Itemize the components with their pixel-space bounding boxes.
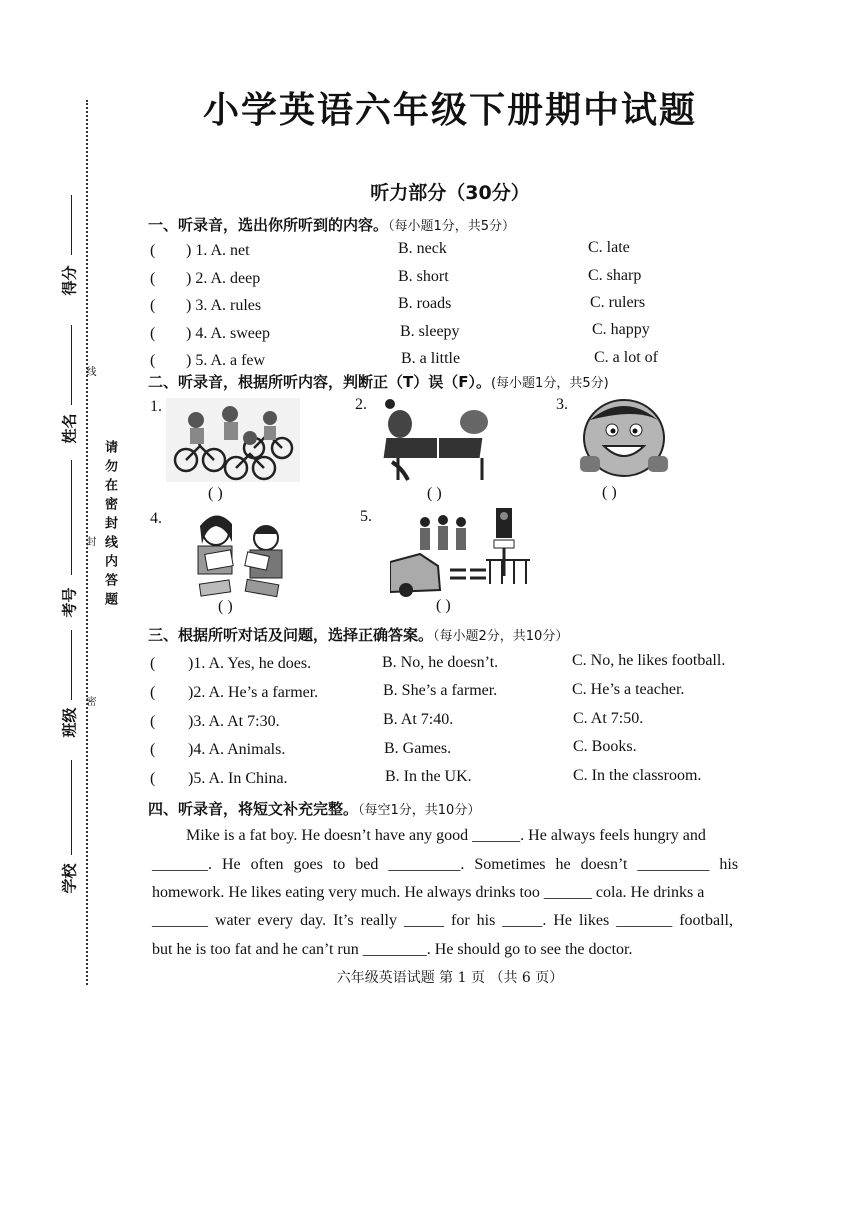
s3-paren-1[interactable]: ( <box>150 655 156 672</box>
section4-heading <box>148 798 480 819</box>
s3-option-c-4: C. Books. <box>573 738 637 755</box>
s3-option-a-2: )2. A. He’s a farmer. <box>188 684 319 701</box>
s3-option-b-1: B. No, he doesn’t. <box>382 654 499 671</box>
s2-blank-5[interactable]: ( ) <box>436 597 451 614</box>
class-label: 班级 <box>60 707 79 738</box>
s3-option-b-5: B. In the UK. <box>385 768 472 785</box>
s2-blank-3[interactable]: ( ) <box>602 484 617 501</box>
s2-num-2: 2. <box>355 396 367 413</box>
reading-kids-icon <box>180 508 292 598</box>
exam-no-label: 考号 <box>60 587 79 618</box>
section1-heading <box>148 214 515 235</box>
s1-option-b-1: B. neck <box>398 240 447 257</box>
name-label: 姓名 <box>60 413 79 444</box>
s1-paren-1[interactable]: ( <box>150 242 156 259</box>
s2-num-5: 5. <box>360 508 372 525</box>
s3-option-a-1: )1. A. Yes, he does. <box>188 655 312 672</box>
s3-option-a-3: )3. A. At 7:30. <box>188 713 280 730</box>
s2-blank-1[interactable]: ( ) <box>208 485 223 502</box>
s1-paren-2[interactable]: ( <box>150 270 156 287</box>
cloze-line-3[interactable]: homework. He likes eating very much. He always drinks too ______ cola. He drinks a <box>152 884 705 901</box>
s2-blank-4[interactable]: ( ) <box>218 598 233 615</box>
listening-header: 听力部分（30分） <box>370 182 530 204</box>
school-blank[interactable] <box>71 760 72 855</box>
section3-heading <box>148 624 568 645</box>
s3-option-c-1: C. No, he likes football. <box>572 652 726 669</box>
s1-option-b-3: B. roads <box>398 295 452 312</box>
page-footer: 六年级英语试题 第 1 页 （共 6 页） <box>336 970 564 986</box>
s2-num-3: 3. <box>556 396 568 413</box>
name-blank[interactable] <box>71 325 72 405</box>
section3-title: 三、根据所听对话及问题，选择正确答案。 <box>148 626 434 644</box>
section2-heading <box>148 371 609 392</box>
s3-option-a-5: )5. A. In China. <box>188 770 288 787</box>
cloze-line-5[interactable]: but he is too fat and he can’t run ________. He should go to see the doctor. <box>152 941 633 958</box>
s3-option-c-3: C. At 7:50. <box>573 710 644 727</box>
s1-option-a-2: ) 2. A. deep <box>186 270 261 287</box>
section2-title: 二、听录音，根据所听内容，判断正（T）误（F）。 <box>148 373 491 391</box>
cloze-line-1[interactable]: Mike is a fat boy. He doesn’t have any good ______. He always feels hungry and <box>186 827 706 844</box>
cycling-children-icon <box>166 398 300 482</box>
s1-paren-5[interactable]: ( <box>150 352 156 369</box>
s1-option-c-3: C. rulers <box>590 294 646 311</box>
s1-option-c-2: C. sharp <box>588 267 642 284</box>
section1-note: （每小题1分，共5分） <box>388 219 516 234</box>
section3-note: （每小题2分，共10分） <box>433 629 569 644</box>
feng-mark: 封 <box>84 536 95 546</box>
ping-pong-animals-icon <box>378 398 494 482</box>
s3-paren-5[interactable]: ( <box>150 770 156 787</box>
s1-option-b-5: B. a little <box>401 350 461 367</box>
s1-option-a-4: ) 4. A. sweep <box>186 325 270 342</box>
class-blank[interactable] <box>71 630 72 700</box>
s1-option-b-4: B. sleepy <box>400 323 460 340</box>
s1-option-a-5: ) 5. A. a few <box>186 352 266 369</box>
s3-paren-2[interactable]: ( <box>150 684 156 701</box>
s1-option-c-4: C. happy <box>592 321 650 338</box>
s3-option-b-4: B. Games. <box>384 740 452 757</box>
s1-paren-3[interactable]: ( <box>150 297 156 314</box>
cloze-line-2[interactable]: _______. He often goes to bed _________. Sometimes he doesn’t _________ his <box>152 856 739 873</box>
s3-option-b-3: B. At 7:40. <box>383 711 454 728</box>
s1-option-b-2: B. short <box>398 268 449 285</box>
s1-option-a-3: ) 3. A. rules <box>186 297 262 314</box>
seal-warning: 请勿在密封线内答题 <box>102 440 117 611</box>
s3-option-c-5: C. In the classroom. <box>573 767 702 784</box>
s2-blank-2[interactable]: ( ) <box>427 485 442 502</box>
xian-mark: 线 <box>84 366 95 376</box>
score-label: 得分 <box>60 265 79 296</box>
s1-option-c-1: C. late <box>588 239 630 256</box>
s3-option-c-2: C. He’s a teacher. <box>572 681 685 698</box>
section4-title: 四、听录音，将短文补充完整。 <box>148 800 359 818</box>
s3-option-a-4: )4. A. Animals. <box>188 741 286 758</box>
s3-paren-4[interactable]: ( <box>150 741 156 758</box>
mi-mark: 密 <box>84 696 95 706</box>
s3-option-b-2: B. She’s a farmer. <box>383 682 498 699</box>
s2-num-4: 4. <box>150 510 162 527</box>
traffic-light-crossing-icon <box>390 506 534 598</box>
s1-option-a-1: ) 1. A. net <box>186 242 250 259</box>
page-title: 小学英语六年级下册期中试题 <box>202 90 697 131</box>
s3-paren-3[interactable]: ( <box>150 713 156 730</box>
section2-note: (每小题1分，共5分) <box>490 376 609 391</box>
section4-note: （每空1分，共10分） <box>358 803 481 818</box>
section1-title: 一、听录音，选出你所听到的内容。 <box>148 216 389 234</box>
school-label: 学校 <box>60 863 79 894</box>
s1-option-c-5: C. a lot of <box>594 349 658 366</box>
cloze-line-4[interactable]: _______ water every day. It’s really _____ for his _____. He likes _______ football, <box>152 912 733 929</box>
fat-boy-icon <box>576 394 672 480</box>
exam-no-blank[interactable] <box>71 460 72 575</box>
s1-paren-4[interactable]: ( <box>150 325 156 342</box>
s2-num-1: 1. <box>150 398 162 415</box>
